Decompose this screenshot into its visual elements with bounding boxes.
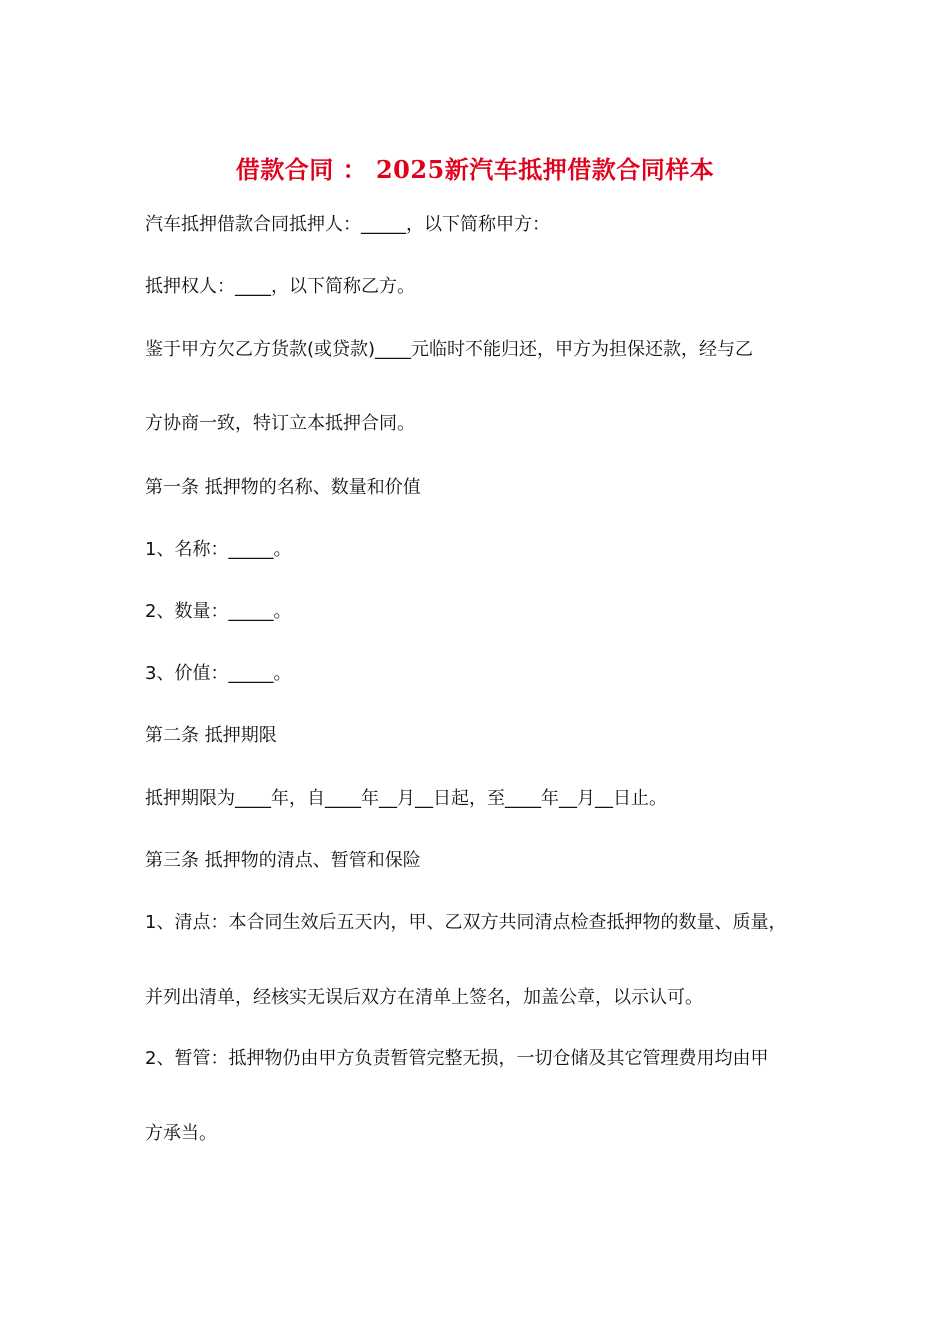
paragraph-term: 抵押期限为____年，自____年__月__日起，至____年__月__日止。 bbox=[145, 788, 667, 809]
paragraph-recital-line-1: 鉴于甲方欠乙方货款(或贷款)____元临时不能归还，甲方为担保还款，经与乙 bbox=[145, 339, 754, 360]
article-1-heading: 第一条 抵押物的名称、数量和价值 bbox=[145, 477, 421, 498]
list-item-custody-line-1: 2、暂管：抵押物仍由甲方负责暂管完整无损，一切仓储及其它管理费用均由甲 bbox=[145, 1048, 769, 1069]
list-item-custody-line-2: 方承当。 bbox=[145, 1123, 217, 1144]
article-2-heading: 第二条 抵押期限 bbox=[145, 725, 277, 746]
list-item-inventory-line-2: 并列出清单，经核实无误后双方在清单上签名，加盖公章，以示认可。 bbox=[145, 987, 703, 1008]
paragraph-recital-line-2: 方协商一致，特订立本抵押合同。 bbox=[145, 413, 415, 434]
list-item-inventory-line-1: 1、清点：本合同生效后五天内，甲、乙双方共同清点检查抵押物的数量、质量， bbox=[145, 912, 787, 933]
article-3-heading: 第三条 抵押物的清点、暂管和保险 bbox=[145, 850, 421, 871]
list-item-quantity: 2、数量：_____。 bbox=[145, 601, 292, 622]
document-title: 借款合同 ： 2025新汽车抵押借款合同样本 bbox=[235, 155, 715, 184]
list-item-value: 3、价值：_____。 bbox=[145, 663, 292, 684]
paragraph-mortgagee: 抵押权人：____，以下简称乙方。 bbox=[145, 276, 415, 297]
paragraph-mortgagor: 汽车抵押借款合同抵押人：_____，以下简称甲方： bbox=[145, 214, 550, 235]
list-item-name: 1、名称：_____。 bbox=[145, 539, 292, 560]
